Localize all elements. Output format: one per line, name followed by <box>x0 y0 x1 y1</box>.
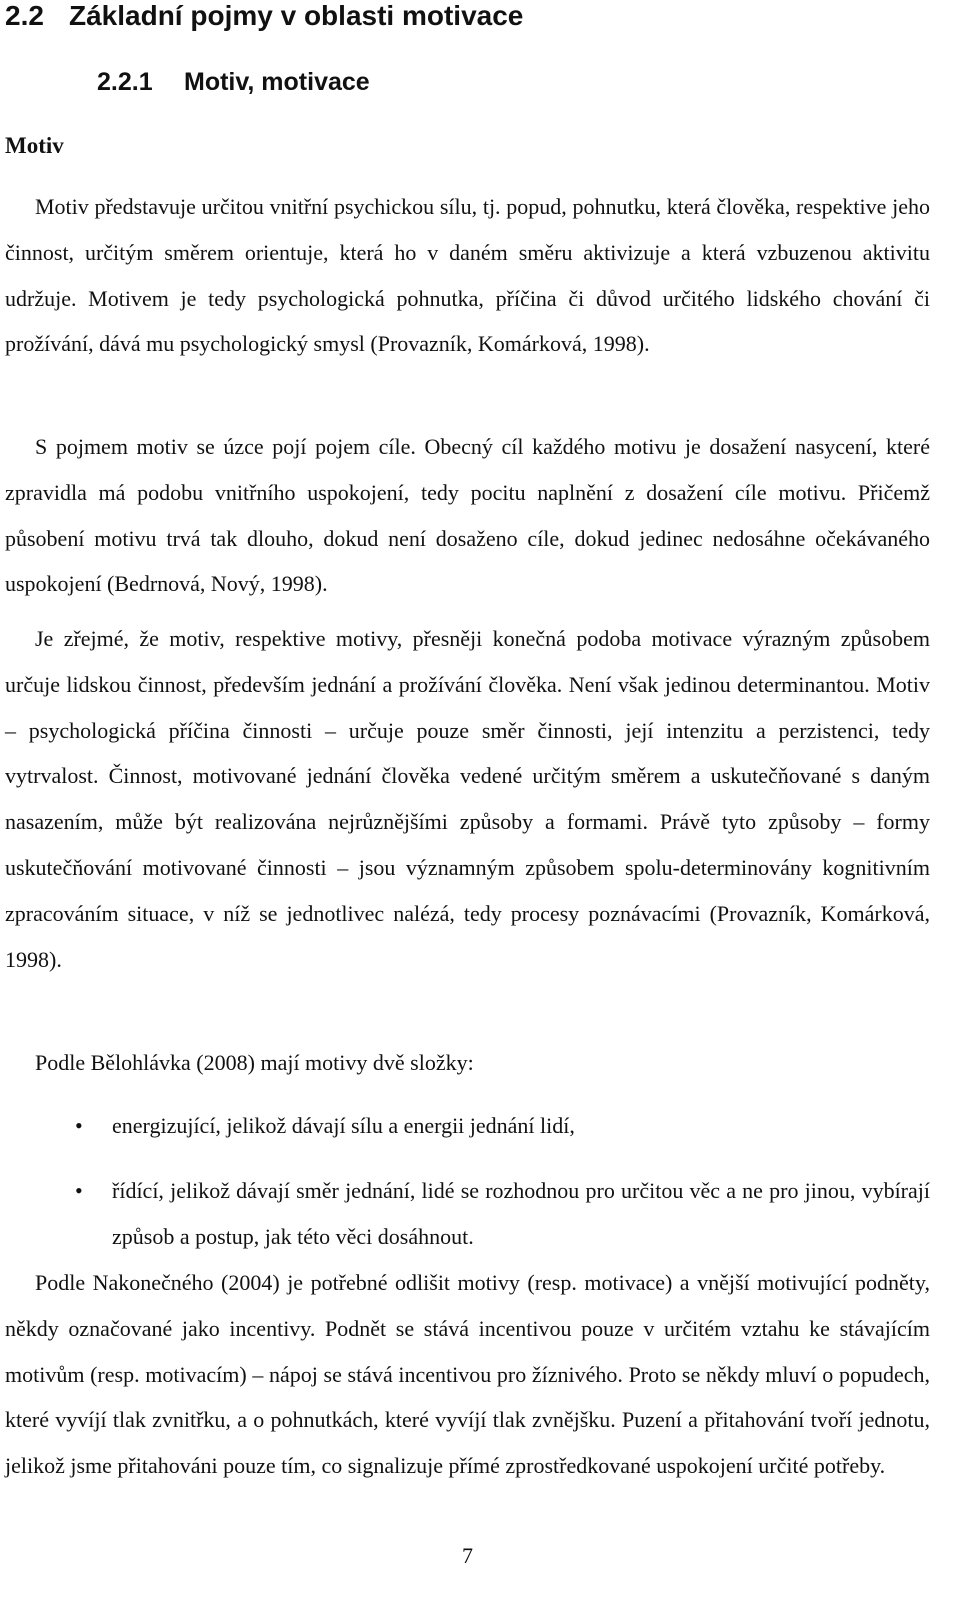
paragraph-nakonecny-incentives: Podle Nakonečného (2004) je potřebné odlišit motivy (resp. motivace) a vnější motivující podněty, někdy označované jako incentivy. Podnět se stává incentivou pouze v určitém vztahu ke stávajícím motivům (resp. motivacím) – nápoj se stává incentivou pro žíznivého. Proto se někdy mluví o popudech, které vyvíjí tlak zvnitřku, a o pohnutkách, které vyvíjí tlak zvnějšku. Puzení a přitahování tvoří jednotu, jelikož jsme přitahováni pouze tím, co signalizuje přímé zprostředkované uspokojení určité potřeby. <box>5 1270 930 1479</box>
subsection-heading <box>97 64 370 100</box>
list-item-text: řídící, jelikož dávají směr jednání, lidé se rozhodnou pro určitou věc a ne pro jinou, vybírají způsob a postup, jak této věci dosáhnout. <box>112 1177 930 1249</box>
motive-components-list <box>5 1103 930 1278</box>
list-item <box>5 1168 930 1260</box>
paragraph-motiv-definition: Motiv představuje určitou vnitřní psychickou sílu, tj. popud, pohnutku, která člověka, respektive jeho činnost, určitým směrem orientuje, která ho v daném směru aktivizuje a která vzbuzenou aktivitu udržuje. Motivem je tedy psychologická pohnutka, příčina či důvod určitého lidského chování či prožívání, dává mu psychologický smysl (Provazník, Komárková, 1998). <box>5 194 930 357</box>
subsection-number: 2.2.1 <box>97 68 153 96</box>
bullet-icon: • <box>75 1113 83 1138</box>
bullet-icon: • <box>75 1177 83 1203</box>
page-number: 7 <box>462 1543 473 1568</box>
section-title: Základní pojmy v oblasti motivace <box>69 0 524 31</box>
subsection-title: Motiv, motivace <box>184 68 370 96</box>
section-heading <box>5 0 523 36</box>
paragraph-heading: Motiv <box>5 133 64 158</box>
list-item-text: energizující, jelikož dávají sílu a energii jednání lidí, <box>112 1113 575 1138</box>
paragraph-motiv-goal: S pojmem motiv se úzce pojí pojem cíle. Obecný cíl každého motivu je dosažení nasycení, které zpravidla má podobu vnitřního uspokojení, tedy pocitu naplnění z dosažení cíle motivu. Přičemž působení motivu trvá tak dlouho, dokud není dosaženo cíle, dokud jedinec nedosáhne očekávaného uspokojení (Bedrnová, Nový, 1998). <box>5 434 930 597</box>
list-item <box>5 1103 930 1149</box>
paragraph-belohlavek-intro: Podle Bělohlávka (2008) mají motivy dvě složky: <box>35 1050 474 1075</box>
paragraph-motiv-activity: Je zřejmé, že motiv, respektive motivy, přesněji konečná podoba motivace výrazným způsobem určuje lidskou činnost, především jednání a prožívání člověka. Není však jedinou determinantou. Motiv – psychologická příčina činnosti – určuje pouze směr činnosti, její intenzitu a perzistenci, tedy vytrvalost. Činnost, motivované jednání člověka vedené určitým směrem a uskutečňované s daným nasazením, může být realizována nejrůznějšími způsoby a formami. Právě tyto způsoby – formy uskutečňování motivované činnosti – jsou významným způsobem spolu-determinovány kognitivním zpracováním situace, v níž se jednotlivec nalézá, tedy procesy poznávacími (Provazník, Komárková, 1998). <box>5 626 930 972</box>
section-number: 2.2 <box>5 0 44 31</box>
